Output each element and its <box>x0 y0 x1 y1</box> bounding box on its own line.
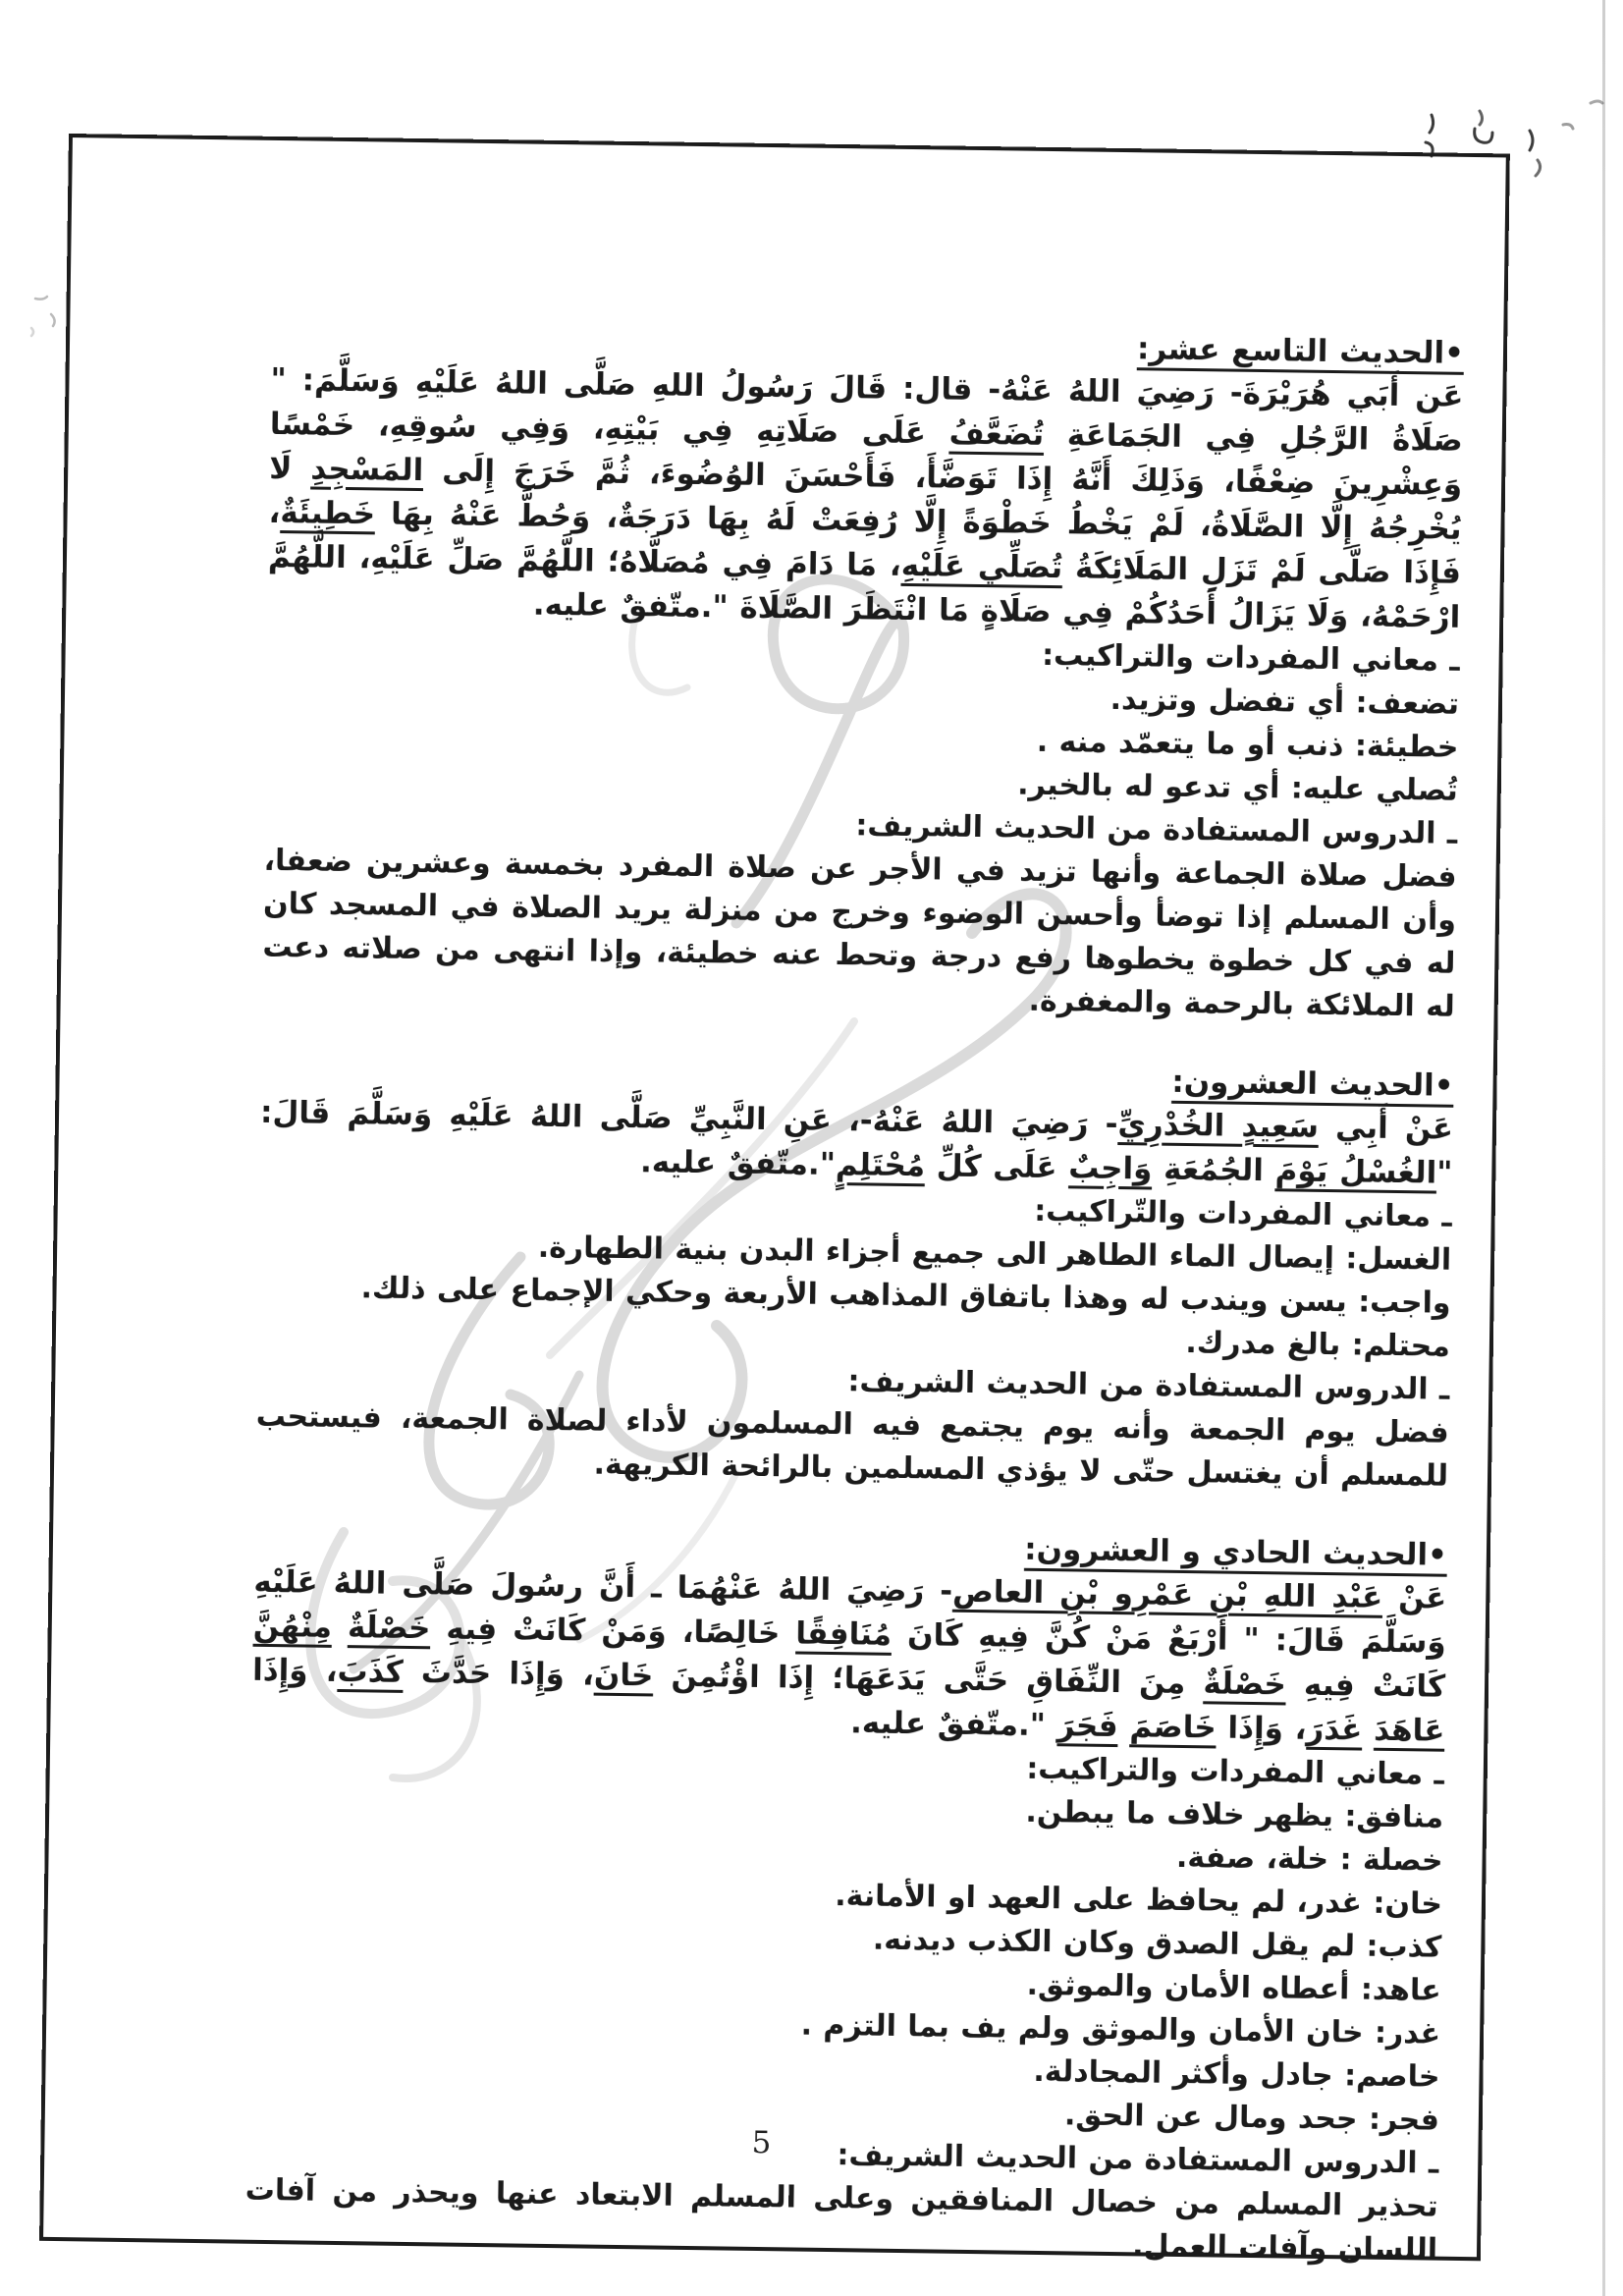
lessons-heading: ـ الدروس المستفادة من الحديث الشريف: <box>847 1364 1450 1407</box>
vocab-definition: أي تدعو له بالخير. <box>1016 767 1292 806</box>
vocab-list <box>246 1780 1444 2143</box>
lessons-heading: ـ الدروس المستفادة من الحديث الشريف: <box>855 808 1458 851</box>
hadith-21-text <box>251 1560 1446 1754</box>
page-number: 5 <box>751 2124 772 2161</box>
hadith-underlined-term: غَدَرَ <box>1306 1711 1363 1748</box>
vocab-term: محتلم: <box>1351 1328 1451 1364</box>
vocab-definition: أي تفضل وتزيد. <box>1109 682 1356 721</box>
hadith-underlined-term: عَاهَدَ <box>1373 1712 1445 1749</box>
hadith-underlined-term: خَطِيئَةٌ <box>280 495 376 532</box>
vocab-definition: إيصال الماء الطاهر الى جميع أجزاء البدن بنية الطهارة. <box>537 1230 1346 1277</box>
vocab-definition: ذنب أو ما يتعمّد منه . <box>1036 724 1356 764</box>
vocab-list <box>265 667 1460 813</box>
hadith-text-run: مِنَ النِّفَاقِ حَتَّى يَدَعَهَا؛ إِذَا اؤْتُمِنَ <box>653 1658 1204 1702</box>
vocab-list <box>257 1223 1452 1369</box>
section-title-hadith-20: •الحديث العشرون: <box>1171 1064 1454 1104</box>
document-content <box>43 137 1506 2272</box>
hadith-text-run: لَا يُخْرِجُهُ إِلَّا الصَّلَاةُ، لَمْ يَخْطُ خَطْوَةً إِلَّا رُفِعَتْ لَهُ بِهَا دَرَجَةٌ، وَحُطَّ عَنْهُ بِهَا <box>269 450 1462 547</box>
hadith-underlined-term: عَبْدِ اللهِ بْنِ عَمْرِو بْنِ العاص <box>951 1573 1383 1615</box>
vocab-term: خصلة : <box>1339 1842 1443 1879</box>
section-hadith-20 <box>255 1048 1454 1499</box>
hadith-20-text <box>259 1091 1453 1196</box>
hadith-text-run: - رَضِيَ اللهُ عَنْهُ-، عَنِ النَّبِيِّ صَلَّى اللهُ عَلَيْهِ وَسَلَّمَ قَالَ: " <box>259 1094 1453 1191</box>
lessons-text: فضل يوم الجمعة وأنه يوم يجتمع فيه المسلمون لأداء لصلاة الجمعة، فيستحب للمسلم أن يغتسل حتّى لا يؤذي المسلمين بالرائحة الكريهة. <box>255 1398 1449 1494</box>
vocab-term: خاصم: <box>1343 2058 1440 2095</box>
hadith-text-run: عَلَى كُلِّ <box>924 1148 1069 1186</box>
hadith-text-run <box>332 1610 349 1645</box>
hadith-underlined-term: مِنْهُنَّ <box>252 1608 333 1645</box>
vocab-term: عاهد: <box>1360 1972 1441 2008</box>
vocab-term: خان: <box>1373 1886 1443 1922</box>
hadith-text-run: ، مَا دَامَ فِي مُصَلَّاهُ؛ اللَّهُمَّ صَلِّ عَلَيْهِ، اللَّهُمَّ ارْحَمْهُ، وَلَا يَزَالُ أَحَدُكُمْ فِي صَلَاةٍ مَا انْتَظَرَ الصَّلَاةَ ".متّفقٌ عليه. <box>267 538 1461 635</box>
hadith-underlined-term: سَعِيدٍ الخُدْرِيِّ <box>1117 1107 1320 1145</box>
hadith-text-run <box>1362 1713 1374 1748</box>
hadith-underlined-term: تُضَعَّفُ <box>948 415 1045 453</box>
vocab-term: فجر: <box>1368 2102 1440 2138</box>
vocab-definition: يظهر خلاف ما يبطن. <box>1025 1794 1345 1834</box>
hadith-text-run: عَنْ <box>1381 1579 1447 1616</box>
vocab-definition: لم يقل الصدق وكان الكذب ديدنه. <box>872 1922 1367 1964</box>
hadith-text-run: خَالِصًا، وَمَنْ كَانَتْ فِيهِ <box>430 1611 796 1652</box>
vocab-definition: خلة، صفة. <box>1175 1839 1340 1878</box>
vocab-term: تضعف: <box>1355 685 1460 722</box>
lessons-text: فضل صلاة الجماعة وأنها تزيد في الأجر عن صلاة المفرد بخمسة وعشرين ضعفا، وأن المسلم إذا توضأ وأحسن الوضوء وخرج من منزلة يريد الصلاة في المسجد كان له في كل خطوة يخطوها رفع درجة وتحط عنه خطيئة، وإذا انتهى من صلاته دعت له الملائكة بالرحمة والمغفرة. <box>262 843 1457 1024</box>
hadith-text-run: الجُمُعَةِ <box>1152 1151 1275 1189</box>
page-frame <box>39 134 1510 2268</box>
hadith-text-run: ، وَإِذَا <box>1216 1710 1307 1747</box>
section-title-hadith-19: •الحديث التاسع عشر: <box>1136 331 1465 371</box>
vocab-definition: خان الأمان والموثق ولم يف بما التزم . <box>800 2007 1376 2050</box>
hadith-text-run: ".متّفقٌ عليه. <box>849 1705 1057 1744</box>
hadith-text-run: ، فَإِذَا صَلَّى لَمْ تَزَلِ المَلَائِكَةُ <box>268 494 1462 591</box>
section-hadith-19 <box>262 315 1465 1029</box>
vocab-term: الغسل: <box>1345 1241 1452 1278</box>
hadith-underlined-term: وَاجِبٌ <box>1068 1150 1153 1187</box>
lessons-text: تحذير المسلم من خصال المنافقين وعلى المسلم الابتعاد عنها ويحذر من آفات اللسان وآفات العمل. <box>244 2172 1438 2268</box>
hadith-text-run: عَن أَبَي هُرَيْرَةَ- رَضِيَ اللهُ عَنْهُ- قال: قَالَ رَسُولُ اللهِ صَلَّى اللهُ عَلَيْهِ وَسَلَّمَ: " صَلَاةُ الرَّجُلِ فِي الجَمَاعَةِ <box>270 361 1464 459</box>
scan-streak-artifact <box>1602 0 1605 2296</box>
vocab-definition: أعطاه الأمان والموثق. <box>1026 1967 1362 2007</box>
lessons-heading: ـ الدروس المستفادة من الحديث الشريف: <box>837 2138 1439 2181</box>
hadith-underlined-term: مُنَافِقًا <box>795 1615 893 1653</box>
hadith-underlined-term: خَانَ <box>593 1657 654 1694</box>
vocab-heading: ـ معاني المفردات والتّراكيب: <box>1033 1193 1452 1234</box>
vocab-term: خطيئة: <box>1354 729 1459 765</box>
section-title-hadith-21: •الحديث الحادي و العشرون: <box>1023 1531 1448 1573</box>
vocab-definition: جحد ومال عن الحق. <box>1063 2098 1370 2137</box>
hadith-text-run: ".متّفقٌ عليه. <box>639 1144 837 1183</box>
vocab-heading: ـ معاني المفردات والتراكيب: <box>1026 1751 1445 1792</box>
hadith-text-run: كَانَتْ فِيهِ <box>1285 1667 1446 1705</box>
hadith-text-run: عَلَى صَلَاتِهِ فِي بَيْتِهِ، وَفِي سُوقِهِ، خَمْسًا وَعِشْرِينَ ضِعْفًا، وَذَلِكَ أَنَّهُ إِذَا تَوَضَّأَ، فَأَحْسَنَ الوُضُوءَ، ثُمَّ خَرَجَ إِلَى <box>269 406 1463 503</box>
vocab-definition: جادل وأكثر المجادلة. <box>1033 2053 1345 2094</box>
hadith-19-text <box>267 358 1464 640</box>
hadith-text-run: عَنْ أَبِي <box>1318 1109 1454 1147</box>
hadith-underlined-term: خَاصَمَ <box>1129 1709 1217 1746</box>
vocab-term: واجب: <box>1357 1285 1451 1321</box>
hadith-underlined-term: كَذَبَ <box>337 1653 404 1690</box>
hadith-underlined-term: فَجَرَ <box>1056 1708 1118 1745</box>
hadith-text-run: ، وَإِذَا حَدَّثَ <box>403 1654 595 1693</box>
hadith-underlined-term: الغُسْلُ يَوْمَ <box>1274 1153 1437 1191</box>
hadith-underlined-term: خَصْلَةٌ <box>347 1610 431 1647</box>
vocab-term: غدر: <box>1374 2015 1441 2051</box>
hadith-underlined-term: مُحْتَلِمٍ <box>835 1147 926 1184</box>
vocab-definition: بالغ مدرك. <box>1185 1326 1352 1363</box>
hadith-text-run: ، وَإِذَا <box>251 1652 338 1689</box>
hadith-underlined-term: المَسْجِدِ <box>310 451 424 489</box>
hadith-underlined-term: تُصَلِّي عَلَيْهِ <box>900 547 1063 586</box>
vocab-definition: غدر، لم يحافظ على العهد او الأمانة. <box>835 1879 1374 1921</box>
hadith-text-run <box>1117 1709 1129 1744</box>
vocab-heading: ـ معاني المفردات والتراكيب: <box>1041 637 1460 679</box>
vocab-term: منافق: <box>1344 1799 1444 1835</box>
vocab-term: كذب: <box>1366 1929 1442 1965</box>
vocab-definition: يسن ويندب له وهذا باتفاق المذاهب الأربعة وحكي الإجماع على ذلك. <box>360 1271 1359 1320</box>
hadith-underlined-term: خَصْلَةٌ <box>1203 1666 1287 1703</box>
hadith-text-run: - رَضِيَ اللهُ عَنْهُمَا ـ أَنَّ رسُولَ صَلَّى اللهُ عَلَيْهِ وَسَلَّمَ قَالَ: " أَرْبَعٌ مَنْ كُنَّ فِيهِ كَانَ <box>253 1563 1446 1661</box>
vocab-term: تُصلي عليه: <box>1290 771 1459 808</box>
